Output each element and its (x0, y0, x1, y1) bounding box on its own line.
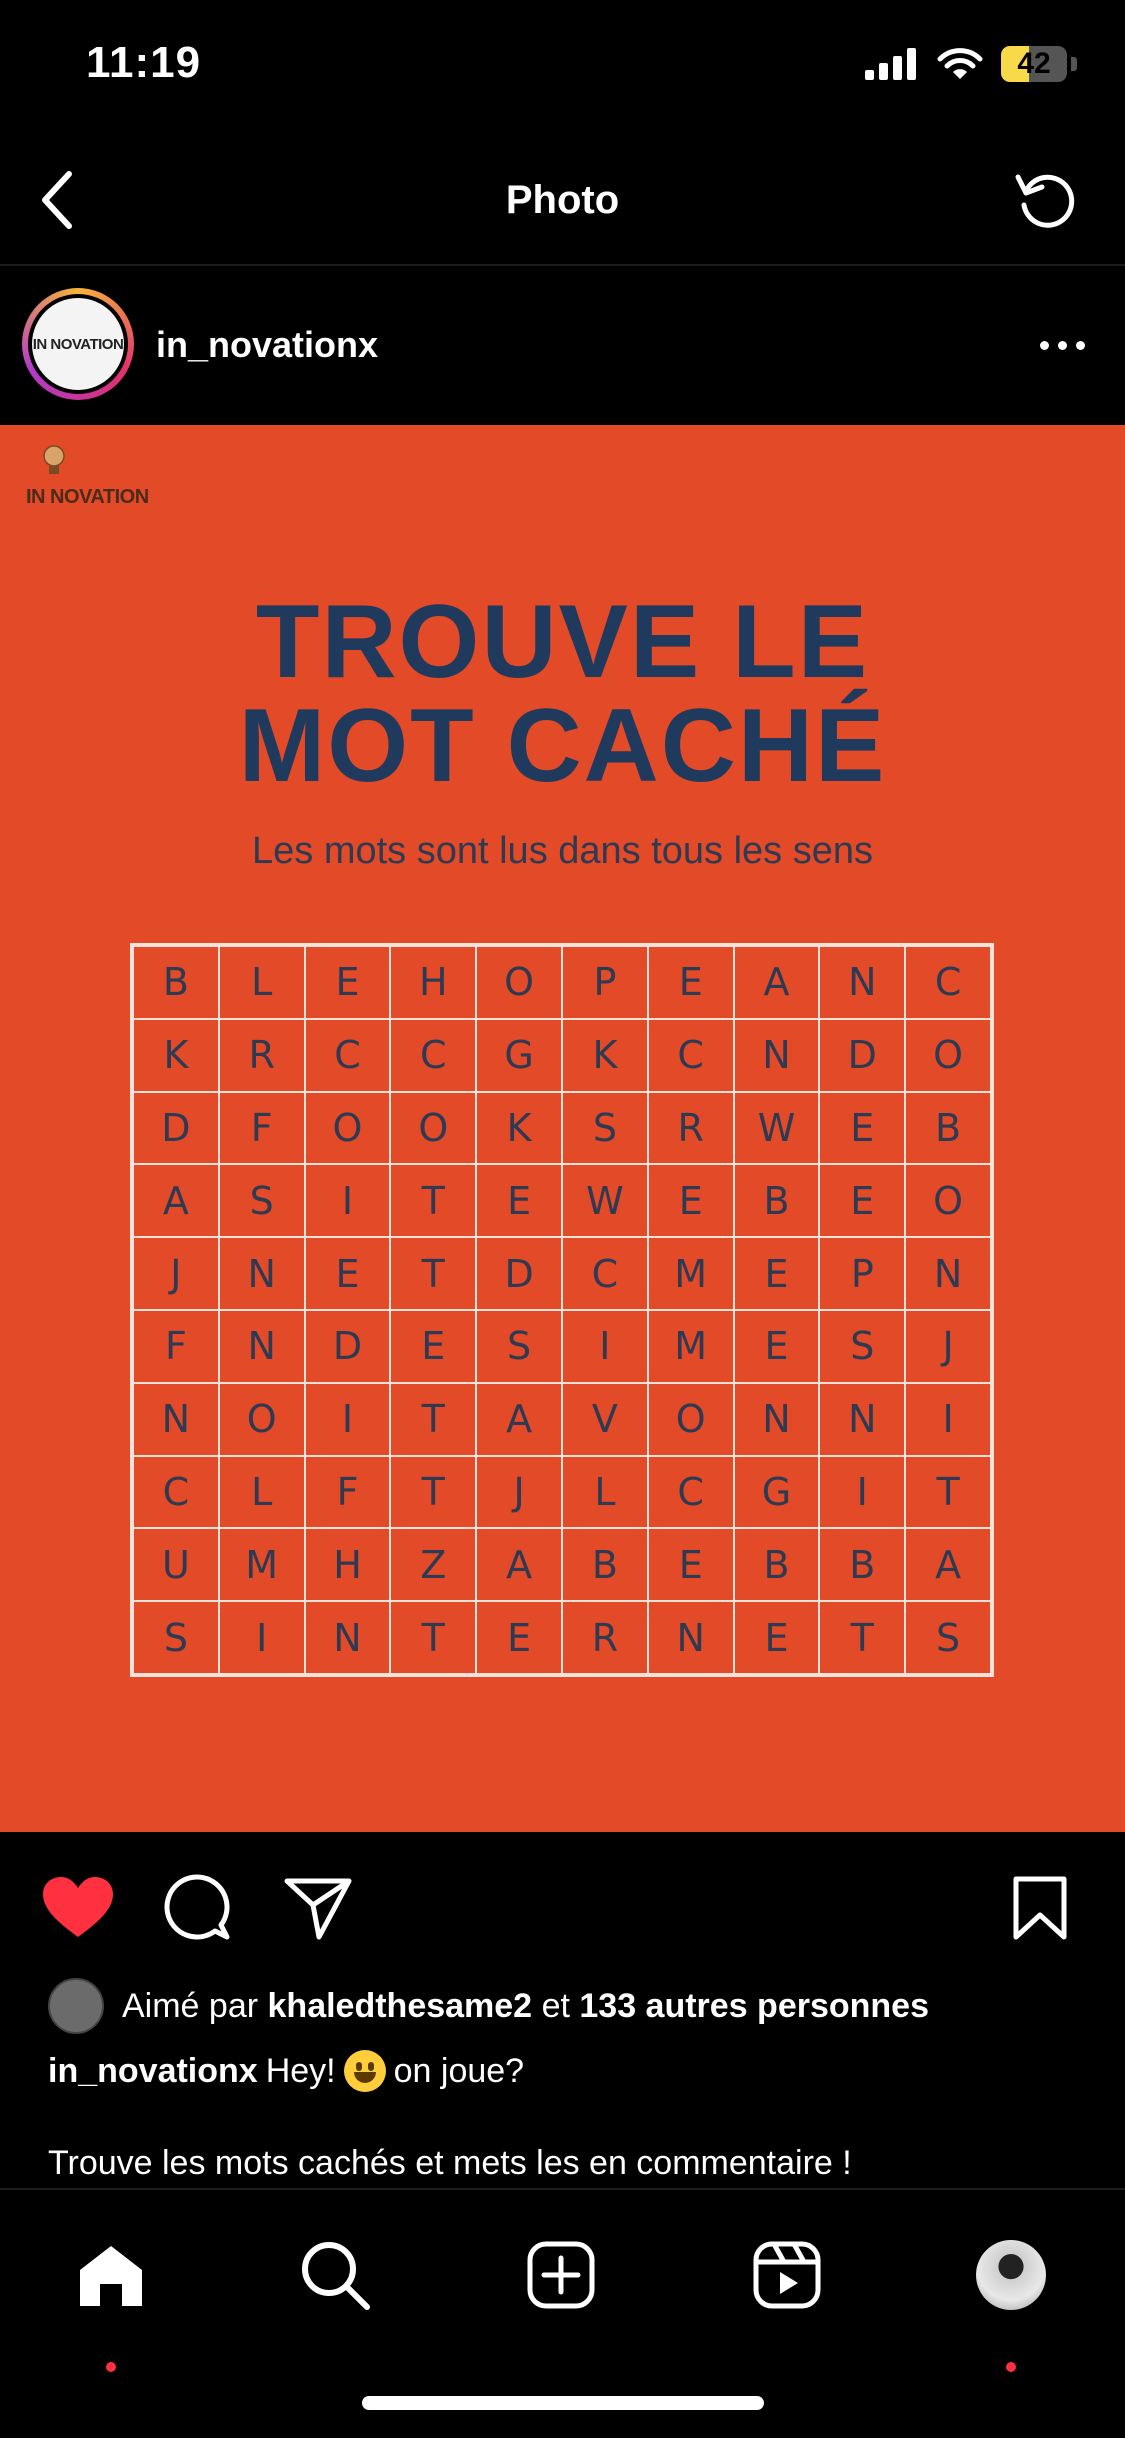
more-icon-dot (1076, 341, 1085, 350)
status-icons (865, 46, 1077, 82)
tab-create[interactable] (516, 2230, 606, 2320)
grinning-face-emoji-icon (344, 2050, 386, 2092)
grid-cell: G (734, 1456, 820, 1529)
caption-text-after: on joue? (393, 2051, 525, 2090)
battery-tip (1071, 57, 1077, 71)
grid-cell: D (476, 1237, 562, 1310)
likes-others[interactable]: 133 autres personnes (579, 1986, 929, 2025)
grid-cell: E (819, 1092, 905, 1165)
home-badge-dot (106, 2362, 116, 2372)
grid-cell: R (562, 1601, 648, 1674)
grid-cell: K (133, 1019, 219, 1092)
post-actions (0, 1868, 1125, 1948)
grid-cell: T (819, 1601, 905, 1674)
grid-cell: T (390, 1383, 476, 1456)
likes-user[interactable]: khaledthesame2 (267, 1986, 533, 2025)
more-icon-dot (1058, 341, 1067, 350)
poster-title (0, 584, 1125, 804)
word-search-grid (130, 943, 994, 1677)
avatar-border (28, 294, 128, 394)
profile-avatar (976, 2240, 1046, 2310)
grid-cell: E (734, 1237, 820, 1310)
grid-cell: E (476, 1164, 562, 1237)
grid-cell: G (476, 1019, 562, 1092)
grid-cell: I (905, 1383, 991, 1456)
grid-cell: J (133, 1237, 219, 1310)
poster-title-line1: TROUVE LE (255, 584, 870, 700)
grid-cell: T (390, 1164, 476, 1237)
grid-cell: L (219, 946, 305, 1019)
grid-cell: O (390, 1092, 476, 1165)
grid-cell: C (562, 1237, 648, 1310)
grid-cell: T (905, 1456, 991, 1529)
more-icon-dot (1040, 341, 1049, 350)
grid-cell: S (476, 1310, 562, 1383)
paper-plane-icon (283, 1875, 353, 1941)
grid-cell: O (476, 946, 562, 1019)
grid-cell: N (219, 1310, 305, 1383)
grid-cell: A (476, 1528, 562, 1601)
refresh-icon (1012, 165, 1082, 235)
grid-cell: D (819, 1019, 905, 1092)
grid-cell: E (305, 1237, 391, 1310)
avatar-image (32, 298, 124, 390)
grid-cell: F (133, 1310, 219, 1383)
home-icon (76, 2242, 146, 2308)
lightbulb-icon (40, 444, 68, 480)
bookmark-icon (1011, 1875, 1069, 1941)
grid-cell: W (734, 1092, 820, 1165)
post-username[interactable]: in_novationx (156, 324, 379, 365)
grid-cell: N (819, 946, 905, 1019)
poster-subtitle: Les mots sont lus dans tous les sens (252, 830, 873, 872)
grid-cell: E (648, 946, 734, 1019)
grid-cell: B (734, 1164, 820, 1237)
grid-cell: I (562, 1310, 648, 1383)
battery-level: 42 (1017, 47, 1051, 80)
grid-cell: F (305, 1456, 391, 1529)
grid-cell: N (648, 1601, 734, 1674)
tab-home[interactable] (66, 2230, 156, 2320)
grid-cell: B (734, 1528, 820, 1601)
grid-cell: S (819, 1310, 905, 1383)
post-caption (48, 2050, 524, 2092)
plus-square-icon (526, 2240, 596, 2310)
grid-cell: H (305, 1528, 391, 1601)
grid-cell: E (648, 1164, 734, 1237)
grid-cell: N (305, 1601, 391, 1674)
grid-cell: R (648, 1092, 734, 1165)
more-options-button[interactable] (1027, 315, 1097, 375)
grid-cell: E (734, 1310, 820, 1383)
grid-cell: K (562, 1019, 648, 1092)
home-indicator (362, 2396, 764, 2410)
grid-cell: L (562, 1456, 648, 1529)
heart-icon (41, 1875, 115, 1941)
grid-cell: R (219, 1019, 305, 1092)
grid-cell: N (133, 1383, 219, 1456)
grid-cell: N (734, 1383, 820, 1456)
share-button[interactable] (278, 1868, 358, 1948)
likes-text (122, 1987, 929, 2026)
grid-cell: S (905, 1601, 991, 1674)
grid-cell: U (133, 1528, 219, 1601)
caption-text-before: Hey! (265, 2051, 336, 2090)
grid-cell: S (562, 1092, 648, 1165)
tab-search[interactable] (290, 2230, 380, 2320)
grid-cell: L (219, 1456, 305, 1529)
grid-cell: C (133, 1456, 219, 1529)
grid-cell: O (905, 1164, 991, 1237)
comment-icon (163, 1873, 233, 1943)
header-divider (0, 264, 1125, 266)
grid-cell: O (305, 1092, 391, 1165)
grid-cell: J (905, 1310, 991, 1383)
grid-cell: N (734, 1019, 820, 1092)
grid-cell: W (562, 1164, 648, 1237)
grid-cell: C (305, 1019, 391, 1092)
likes-connector: et (541, 1986, 570, 2025)
grid-cell: O (905, 1019, 991, 1092)
grid-cell: K (476, 1092, 562, 1165)
reels-icon (752, 2240, 822, 2310)
avatar-logo-text: IN NOVATION (32, 335, 124, 353)
caption-username[interactable]: in_novationx (48, 2051, 258, 2090)
grid-cell: N (219, 1237, 305, 1310)
save-button[interactable] (1000, 1868, 1080, 1948)
caption-line-2: Trouve les mots cachés et mets les en commentaire ! (48, 2144, 852, 2182)
grid-cell: S (133, 1601, 219, 1674)
grid-cell: P (562, 946, 648, 1019)
wifi-icon (937, 47, 983, 81)
grid-cell: C (648, 1019, 734, 1092)
profile-badge-dot (1006, 2362, 1016, 2372)
likes-summary[interactable] (48, 1978, 929, 2034)
brand-logo: IN NOVATION (26, 486, 149, 508)
grid-cell: O (219, 1383, 305, 1456)
search-icon (299, 2239, 371, 2311)
grid-cell: N (905, 1237, 991, 1310)
grid-cell: B (905, 1092, 991, 1165)
grid-cell: M (219, 1528, 305, 1601)
grid-cell: E (390, 1310, 476, 1383)
grid-cell: M (648, 1237, 734, 1310)
grid-cell: A (905, 1528, 991, 1601)
poster-title-line2: MOT CACHÉ (238, 688, 887, 804)
grid-cell: I (305, 1164, 391, 1237)
grid-cell: P (819, 1237, 905, 1310)
grid-cell: B (133, 946, 219, 1019)
grid-cell: A (133, 1164, 219, 1237)
grid-cell: B (562, 1528, 648, 1601)
grid-cell: O (648, 1383, 734, 1456)
likes-prefix: Aimé par (122, 1986, 259, 2025)
like-button[interactable] (38, 1868, 118, 1948)
tab-reels[interactable] (742, 2230, 832, 2320)
grid-cell: C (648, 1456, 734, 1529)
grid-cell: I (819, 1456, 905, 1529)
liker-avatar (48, 1978, 104, 2034)
grid-cell: E (648, 1528, 734, 1601)
grid-cell: D (305, 1310, 391, 1383)
grid-cell: N (819, 1383, 905, 1456)
grid-cell: C (905, 946, 991, 1019)
status-time: 11:19 (86, 38, 202, 87)
grid-cell: A (476, 1383, 562, 1456)
grid-cell: I (219, 1601, 305, 1674)
grid-cell: E (734, 1601, 820, 1674)
grid-cell: T (390, 1601, 476, 1674)
grid-cell: T (390, 1456, 476, 1529)
grid-cell: M (648, 1310, 734, 1383)
battery-indicator (1001, 46, 1067, 82)
grid-cell: T (390, 1237, 476, 1310)
cellular-signal-icon (865, 48, 919, 80)
refresh-button[interactable] (1007, 160, 1087, 240)
grid-cell: E (476, 1601, 562, 1674)
comment-button[interactable] (158, 1868, 238, 1948)
grid-cell: E (305, 946, 391, 1019)
post-avatar[interactable] (22, 288, 134, 400)
tab-profile[interactable] (966, 2230, 1056, 2320)
grid-cell: D (133, 1092, 219, 1165)
grid-cell: H (390, 946, 476, 1019)
grid-cell: J (476, 1456, 562, 1529)
grid-cell: V (562, 1383, 648, 1456)
grid-cell: I (305, 1383, 391, 1456)
grid-cell: S (219, 1164, 305, 1237)
page-title: Photo (505, 178, 620, 222)
grid-cell: Z (390, 1528, 476, 1601)
grid-cell: A (734, 946, 820, 1019)
grid-cell: E (819, 1164, 905, 1237)
grid-cell: F (219, 1092, 305, 1165)
grid-cell: B (819, 1528, 905, 1601)
grid-cell: C (390, 1019, 476, 1092)
